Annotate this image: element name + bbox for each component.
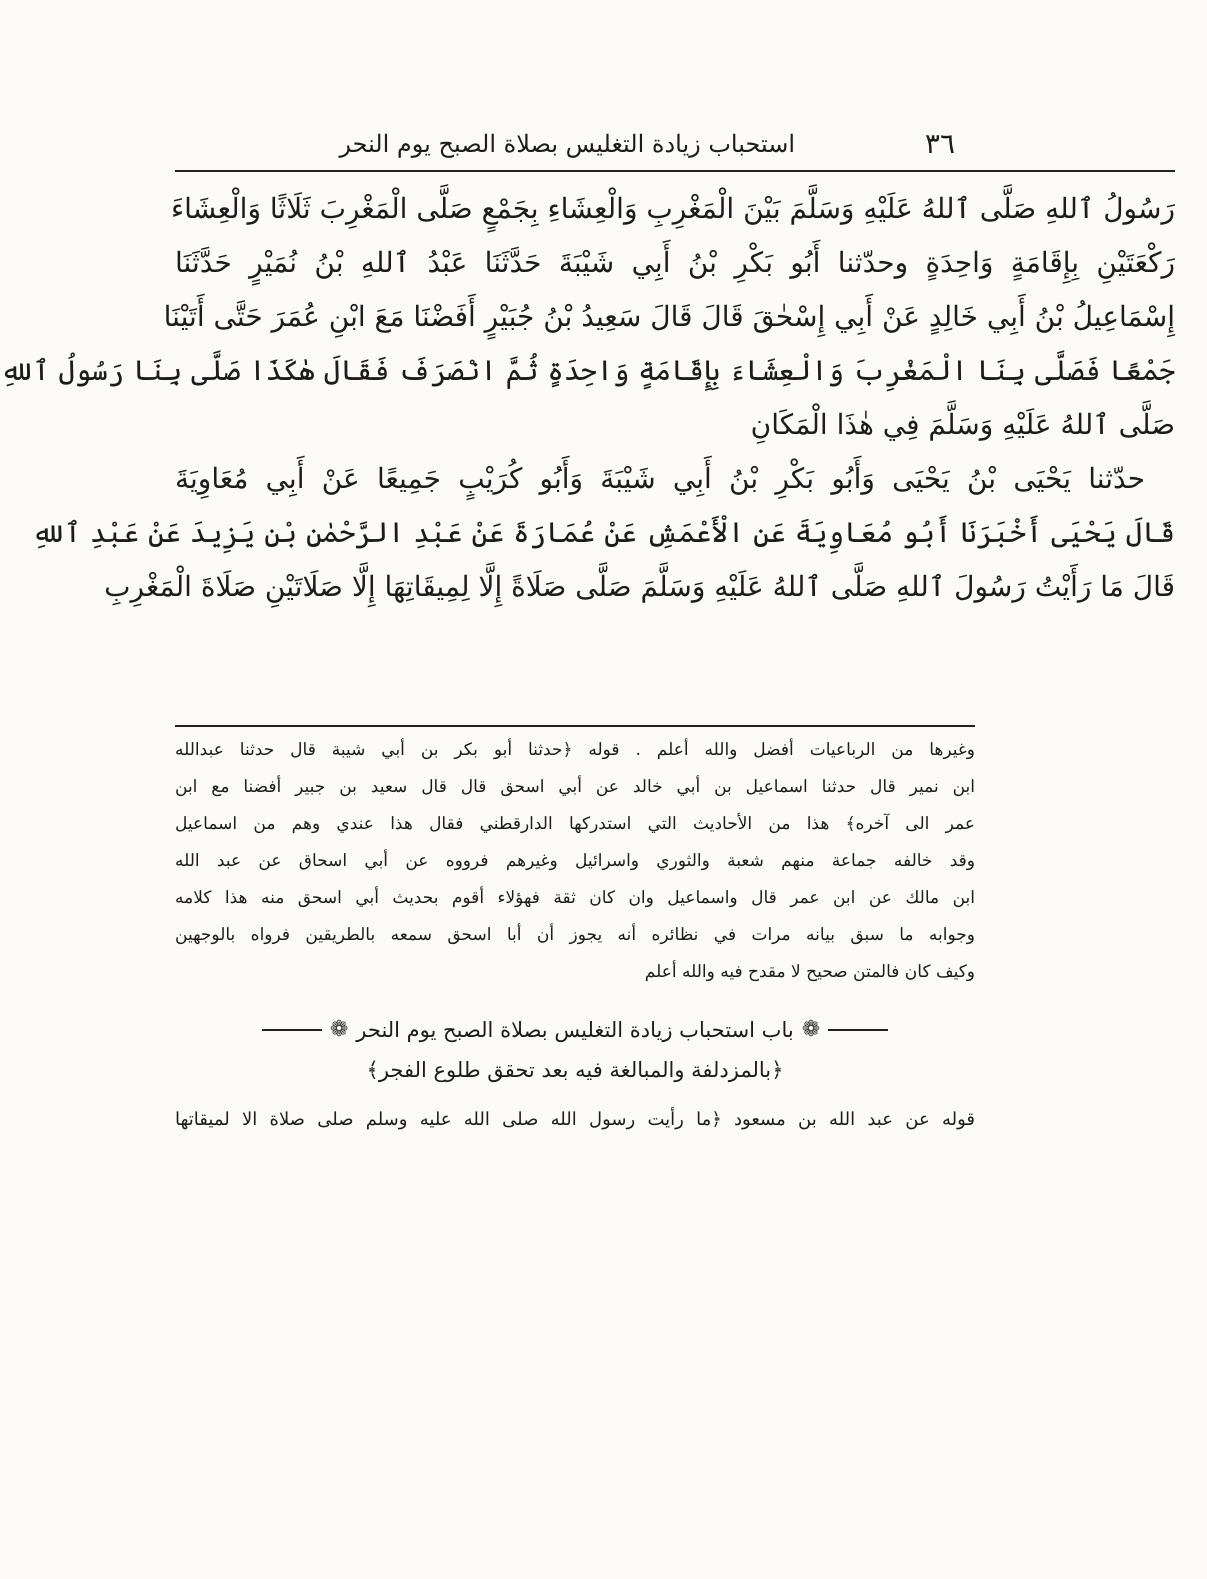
page-number: ٣٦ <box>924 127 955 160</box>
chapter-title: باب استحباب زيادة التغليس بصلاة الصبح يوم النحر <box>356 1018 794 1042</box>
chapter-title-row <box>175 1010 975 1050</box>
dash-rule <box>262 1029 322 1031</box>
page-header <box>175 120 1175 170</box>
running-title: استحباب زيادة التغليس بصلاة الصبح يوم النحر <box>339 130 795 158</box>
header-rule <box>175 170 1175 172</box>
hadith-line: إِسْمَاعِيلُ بْنُ أَبِي خَالِدٍ عَنْ أَبِي إِسْحٰقَ قَالَ قَالَ سَعِيدُ بْنُ جُبَيْرٍ أَفَضْنَا مَعَ ابْنِ عُمَرَ حَتَّى أَتَيْنَا <box>163 300 1175 333</box>
commentary-line: قوله عن عبد الله بن مسعود ﴿ما رأيت رسول الله صلى الله عليه وسلم صلى صلاة الا لميقاتها <box>175 1109 975 1130</box>
commentary-line: وقد خالفه جماعة منهم شعبة والثوري واسرائيل وغيرهم فرووه عن أبي اسحاق عن عبد الله <box>175 851 975 871</box>
commentary-text <box>175 732 975 991</box>
hadith-line: جَمْعًا فَصَلَّى بِنَا الْمَغْرِبَ وَالْعِشَاءَ بِإِقَامَةٍ وَاحِدَةٍ ثُمَّ انْصَرَفَ فَقَالَ هٰكَذَا صَلَّى بِنَا رَسُولُ ٱللهِ <box>0 354 1175 387</box>
commentary-line: وجوابه ما سبق بيانه مرات في نظائره أنه يجوز أن أبا اسحق سمعه بالطريقين فرواه بالوجهين <box>175 925 975 945</box>
commentary-line: عمر الى آخره﴾ هذا من الأحاديث التي استدركها الدارقطني فقال هذا عندي وهم من اسماعيل <box>175 814 975 834</box>
ornament-icon: ❁ <box>801 1017 821 1042</box>
hadith-line: رَكْعَتَيْنِ بِإِقَامَةٍ وَاحِدَةٍ وحدّثنا أَبُو بَكْرِ بْنُ أَبِي شَيْبَةَ حَدَّثَنَا عَبْدُ ٱللهِ بْنُ نُمَيْرٍ حَدَّثَنَا <box>175 246 1176 279</box>
commentary-line: وغيرها من الرباعيات أفضل والله أعلم . قوله ﴿حدثنا أبو بكر بن أبي شيبة قال حدثنا عبدالله <box>175 740 975 760</box>
commentary-rule <box>175 725 975 727</box>
hadith-line: قَالَ مَا رَأَيْتُ رَسُولَ ٱللهِ صَلَّى ٱللهُ عَلَيْهِ وَسَلَّمَ صَلَّى صَلَاةً إِلَّا لِمِيقَاتِهَا إِلَّا صَلَاتَيْنِ صَلَاةَ الْمَغْرِبِ <box>104 570 1175 603</box>
hadith-line: رَسُولُ ٱللهِ صَلَّى ٱللهُ عَلَيْهِ وَسَلَّمَ بَيْنَ الْمَغْرِبِ وَالْعِشَاءِ بِجَمْعٍ صَلَّى الْمَغْرِبَ ثَلَاثًا وَالْعِشَاءَ <box>170 192 1175 225</box>
hadith-line: صَلَّى ٱللهُ عَلَيْهِ وَسَلَّمَ فِي هٰذَا الْمَكَانِ <box>750 408 1175 441</box>
dash-rule <box>828 1029 888 1031</box>
chapter-heading <box>175 1010 975 1090</box>
book-page <box>0 120 1176 1520</box>
hadith-text <box>0 182 1176 614</box>
commentary-line: ابن مالك عن ابن عمر قال واسماعيل وان كان ثقة فهؤلاء أقوم بحديث أبي اسحق منه هذا كلامه <box>175 888 975 908</box>
commentary-line: وكيف كان فالمتن صحيح لا مقدح فيه والله أعلم <box>644 962 975 982</box>
commentary-line: ابن نمير قال حدثنا اسماعيل بن أبي خالد عن أبي اسحق قال قال سعيد بن جبير أفضنا مع ابن <box>175 777 975 797</box>
ornament-icon: ❁ <box>329 1017 349 1042</box>
hadith-line: حدّثنا يَحْيَى بْنُ يَحْيَى وَأَبُو بَكْرِ بْنُ أَبِي شَيْبَةَ وَأَبُو كُرَيْبٍ جَمِيعًا عَنْ أَبِي مُعَاوِيَةَ <box>175 462 1145 495</box>
hadith-line: قَالَ يَحْيَى أَخْبَرَنَا أَبُو مُعَاوِيَةَ عَنِ الْأَعْمَشِ عَنْ عُمَارَةَ عَنْ عَبْدِ الرَّحْمٰنِ بْنِ يَزِيدَ عَنْ عَبْدِ ٱللهِ <box>31 516 1175 549</box>
chapter-subtitle: ﴿بالمزدلفة والمبالغة فيه بعد تحقق طلوع الفجر﴾ <box>366 1058 784 1082</box>
